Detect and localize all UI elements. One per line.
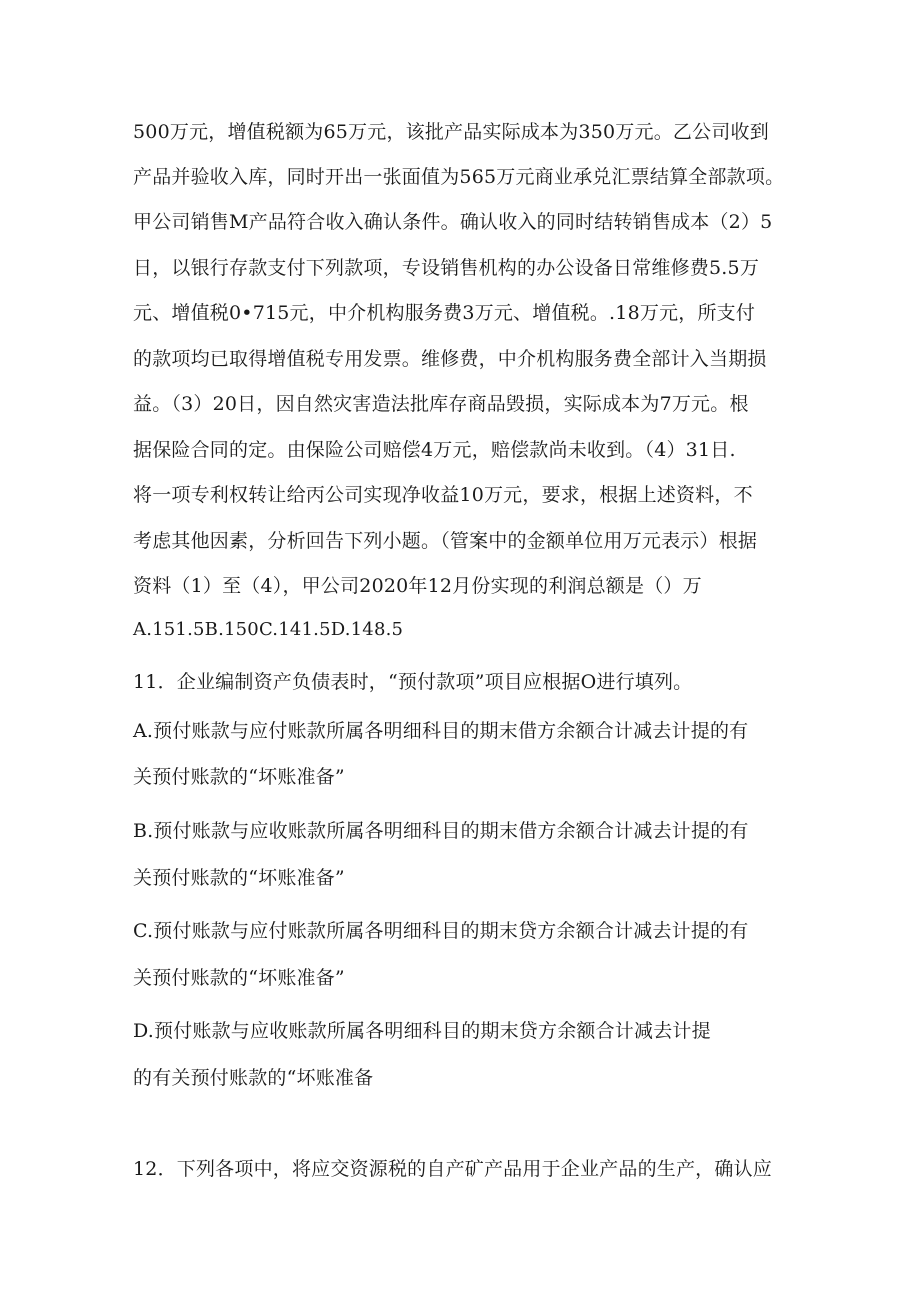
option-d-line: 的有关预付账款的“坏账准备 <box>133 1067 374 1089</box>
paragraph-line: 考虑其他因素，分析回告下列小题。（管案中的金额单位用万元表示）根据 <box>133 530 758 552</box>
option-d-line: D.预付账款与应收账款所属各明细科目的期末贷方余额合计减去计提 <box>133 1020 711 1042</box>
paragraph-line: 将一项专利权转让给丙公司实现净收益10万元，要求，根据上述资料，不 <box>133 484 753 506</box>
option-b-line: 关预付账款的“坏账准备” <box>133 867 345 889</box>
paragraph-line: 的款项均已取得增值税专用发票。维修费，中介机构服务费全部计入当期损 <box>133 348 767 370</box>
paragraph-line: 500万元，增值税额为65万元，该批产品实际成本为350万元。乙公司收到 <box>133 121 769 143</box>
paragraph-line: 资料（1）至（4），甲公司2020年12月份实现的利润总额是（）万 <box>133 575 702 597</box>
option-a-line: 关预付账款的“坏账准备” <box>133 766 345 788</box>
option-a-line: A.预付账款与应付账款所属各明细科目的期末借方余额合计减去计提的有 <box>133 720 749 742</box>
paragraph-line: 产品并验收入库，同时开出一张面值为565万元商业承兑汇票结算全部款项。 <box>133 166 785 188</box>
paragraph-line: 甲公司销售M产品符合收入确认条件。确认收入的同时结转销售成本（2）5 <box>133 211 773 233</box>
option-b-line: B.预付账款与应收账款所属各明细科目的期末借方余额合计减去计提的有 <box>133 820 749 842</box>
question-12-stem: 12．下列各项中，将应交资源税的自产矿产品用于企业产品的生产，确认应 <box>133 1158 772 1180</box>
paragraph-line: 元、增值税0•715元，中介机构服务费3万元、增值税。.18万元，所支付 <box>133 302 756 324</box>
paragraph-line: 日，以银行存款支付下列款项，专设销售机构的办公设备日常维修费5.5万 <box>133 257 760 279</box>
option-c-line: 关预付账款的“坏账准备” <box>133 967 345 989</box>
paragraph-line: 据保险合同的定。由保险公司赔偿4万元，赔偿款尚未收到。（4）31日. <box>133 439 736 461</box>
answer-options-line: A.151.5B.150C.141.5D.148.5 <box>133 619 404 640</box>
question-11-stem: 11．企业编制资产负债表时，“预付款项”项目应根据O进行填列。 <box>133 671 693 693</box>
option-c-line: C.预付账款与应付账款所属各明细科目的期末贷方余额合计减去计提的有 <box>133 920 749 942</box>
paragraph-line: 益。（3）20日，因自然灾害造法批库存商品毁损，实际成本为7万元。根 <box>133 393 749 415</box>
